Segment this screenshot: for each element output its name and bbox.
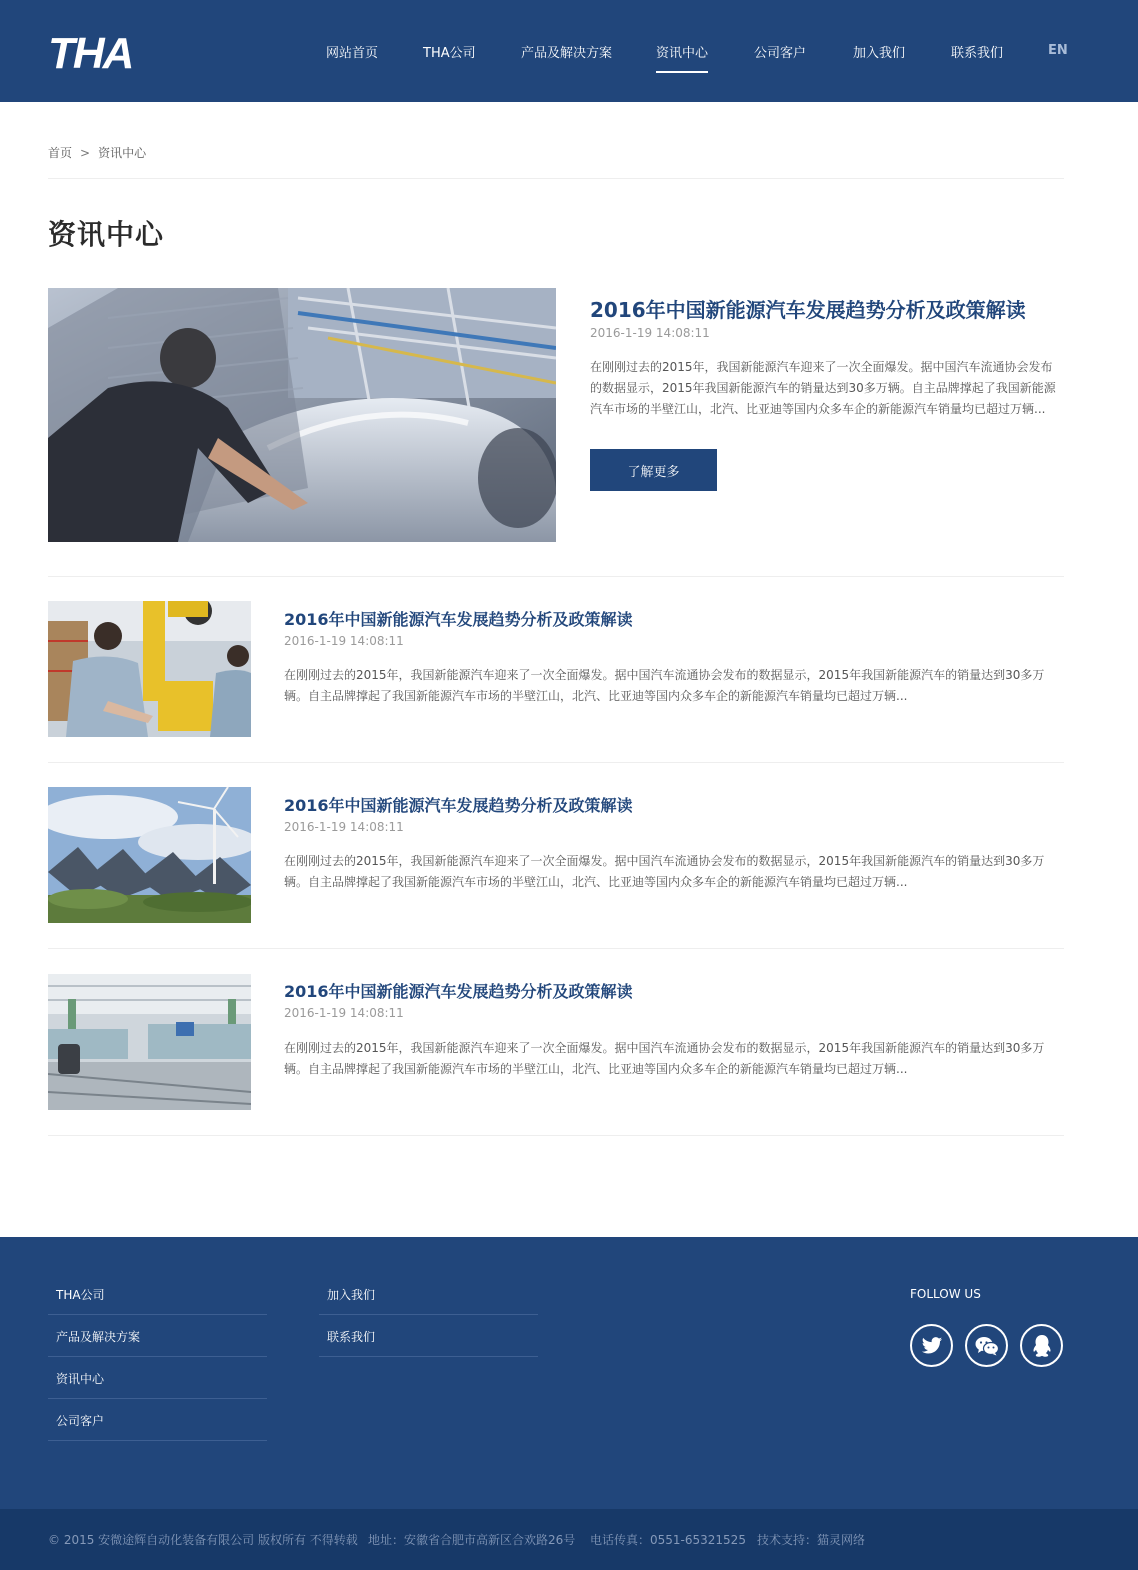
footer-link-news[interactable]: 资讯中心 <box>56 1372 105 1386</box>
news-image[interactable] <box>48 601 251 737</box>
tech-support[interactable]: 技术支持：猫灵网络 <box>757 1533 866 1547</box>
wechat-icon[interactable] <box>965 1324 1008 1367</box>
site-footer <box>0 1237 1138 1509</box>
company-phone: 电话传真：0551-65321525 <box>590 1533 746 1547</box>
footer-link-clients[interactable]: 公司客户 <box>56 1414 105 1428</box>
news-title[interactable]: 2016年中国新能源汽车发展趋势分析及政策解读 <box>284 982 633 1001</box>
nav-products[interactable]: 产品及解决方案 <box>521 46 613 61</box>
featured-title[interactable]: 2016年中国新能源汽车发展趋势分析及政策解读 <box>590 298 1026 322</box>
news-date: 2016-1-19 14:08:11 <box>284 820 404 834</box>
news-date: 2016-1-19 14:08:11 <box>284 1006 404 1020</box>
nav-clients[interactable]: 公司客户 <box>754 46 807 61</box>
divider <box>48 178 1064 179</box>
breadcrumb-separator: > <box>80 146 91 160</box>
news-date: 2016-1-19 14:08:11 <box>284 634 404 648</box>
language-switch[interactable]: EN <box>1048 43 1068 58</box>
tha-logo[interactable] <box>48 28 134 72</box>
breadcrumb-home[interactable]: 首页 <box>48 146 73 160</box>
footer-divider <box>48 1356 267 1357</box>
qq-icon[interactable] <box>1020 1324 1063 1367</box>
news-title[interactable]: 2016年中国新能源汽车发展趋势分析及政策解读 <box>284 610 633 629</box>
footer-divider <box>48 1398 267 1399</box>
breadcrumb-current: 资讯中心 <box>98 146 147 160</box>
footer-link-company[interactable]: THA公司 <box>56 1288 105 1302</box>
site-header <box>0 0 1138 102</box>
divider <box>48 576 1064 577</box>
breadcrumb <box>48 144 146 161</box>
svg-text:THA: THA <box>48 29 133 72</box>
footer-divider <box>319 1356 538 1357</box>
nav-home[interactable]: 网站首页 <box>326 46 379 61</box>
divider <box>48 948 1064 949</box>
featured-date: 2016-1-19 14:08:11 <box>590 326 710 340</box>
footer-link-contact[interactable]: 联系我们 <box>327 1330 376 1344</box>
page-title: 资讯中心 <box>48 218 165 251</box>
news-description: 在刚刚过去的2015年，我国新能源汽车迎来了一次全面爆发。据中国汽车流通协会发布的数据显示，2015年我国新能源汽车的销量达到30多万辆。自主品牌撑起了我国新能源汽车市场的半壁江山，北汽、比亚迪等国内众多车企的新能源汽车销量均已超过万辆... <box>284 854 1045 889</box>
news-description: 在刚刚过去的2015年，我国新能源汽车迎来了一次全面爆发。据中国汽车流通协会发布的数据显示，2015年我国新能源汽车的销量达到30多万辆。自主品牌撑起了我国新能源汽车市场的半壁江山，北汽、比亚迪等国内众多车企的新能源汽车销量均已超过万辆... <box>284 668 1045 703</box>
footer-divider <box>48 1314 267 1315</box>
copyright-text: © 2015 安微途辉自动化装备有限公司 版权所有 不得转载 <box>48 1533 358 1547</box>
divider <box>48 762 1064 763</box>
nav-contact[interactable]: 联系我们 <box>951 46 1004 61</box>
read-more-button[interactable]: 了解更多 <box>590 449 717 491</box>
news-image[interactable] <box>48 787 251 923</box>
featured-image[interactable] <box>48 288 556 542</box>
news-description: 在刚刚过去的2015年，我国新能源汽车迎来了一次全面爆发。据中国汽车流通协会发布的数据显示，2015年我国新能源汽车的销量达到30多万辆。自主品牌撑起了我国新能源汽车市场的半壁江山，北汽、比亚迪等国内众多车企的新能源汽车销量均已超过万辆... <box>284 1041 1045 1076</box>
footer-link-join[interactable]: 加入我们 <box>327 1288 376 1302</box>
divider <box>48 1135 1064 1136</box>
news-image[interactable] <box>48 974 251 1110</box>
featured-description: 在刚刚过去的2015年，我国新能源汽车迎来了一次全面爆发。据中国汽车流通协会发布的数据显示，2015年我国新能源汽车的销量达到30多万辆。自主品牌撑起了我国新能源汽车市场的半壁江山，北汽、比亚迪等国内众多车企的新能源汽车销量均已超过万辆... <box>590 360 1056 416</box>
nav-join[interactable]: 加入我们 <box>853 46 906 61</box>
copyright-bar <box>0 1509 1138 1570</box>
news-title[interactable]: 2016年中国新能源汽车发展趋势分析及政策解读 <box>284 796 633 815</box>
nav-news[interactable]: 资讯中心 <box>656 42 708 61</box>
footer-divider <box>319 1314 538 1315</box>
follow-us-label: FOLLOW US <box>910 1287 981 1301</box>
footer-link-products[interactable]: 产品及解决方案 <box>56 1330 141 1344</box>
company-address: 地址：安徽省合肥市高新区合欢路26号 <box>368 1533 576 1547</box>
nav-company[interactable]: THA公司 <box>423 46 476 61</box>
footer-divider <box>48 1440 267 1441</box>
twitter-icon[interactable] <box>910 1324 953 1367</box>
